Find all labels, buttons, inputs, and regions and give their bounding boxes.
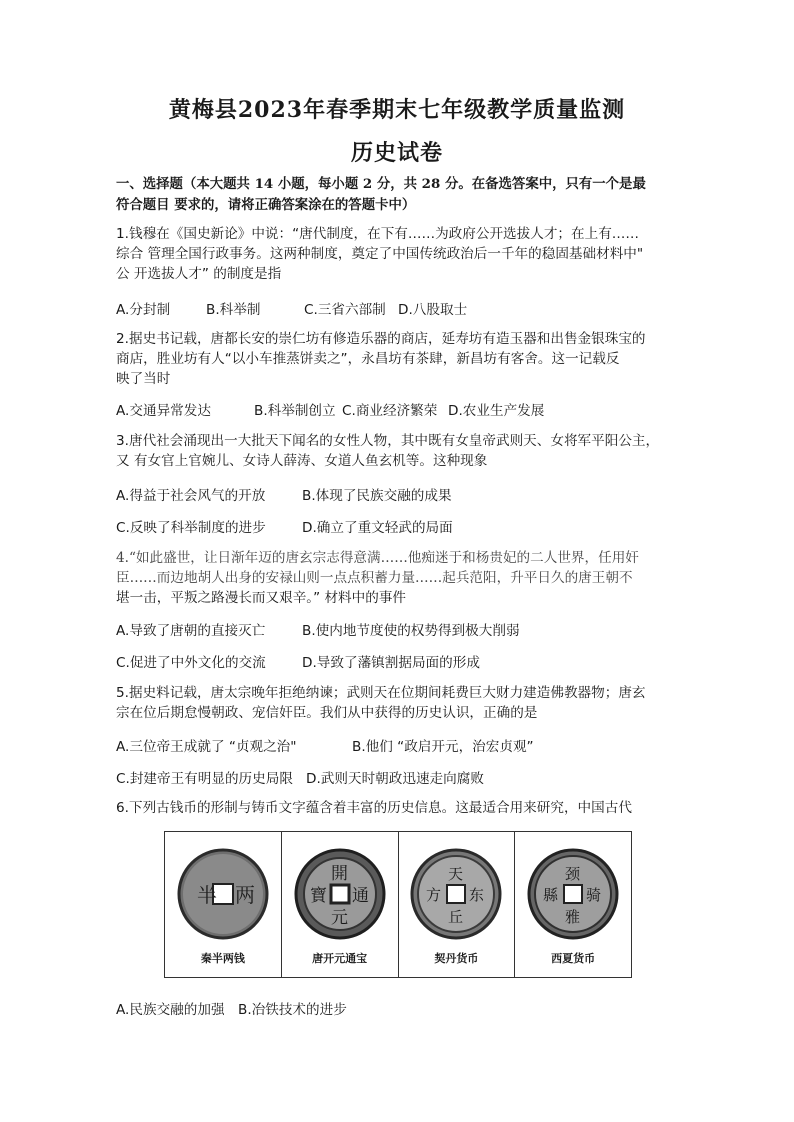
section-instructions <box>116 174 676 216</box>
q2-line-1: 2.据史书记载，唐都长安的崇仁坊有修造乐器的商店，延寿坊有造玉器和出售金银珠宝的 <box>116 331 646 347</box>
coin-char: 天 <box>448 865 464 883</box>
qin-coin-image <box>175 846 271 942</box>
section-line-1: 一、选择题（本大题共 14 小题，每小题 2 分，共 28 分。在备选答案中，只有一个是最 <box>116 176 646 192</box>
coin-label: 契丹货币 <box>434 952 479 965</box>
coin-char: 開 <box>330 864 348 884</box>
xixia-coin-image <box>525 846 621 942</box>
coin-cell <box>165 832 282 977</box>
q2-line-3: 映了当时 <box>116 371 171 387</box>
coin-char: 半 <box>196 883 217 907</box>
coin-char: 縣 <box>543 886 559 904</box>
coin-label: 秦半两钱 <box>200 952 245 965</box>
q1-line-3: 公 开选拔人才” 的制度是指 <box>116 266 282 282</box>
coin-char: 寶 <box>309 886 327 906</box>
q4-line-2: 臣……而边地胡人出身的安禄山则一点点积蓄力量……起兵范阳，升平日久的唐王朝不 <box>116 570 633 586</box>
q5-option-a[interactable]: A.三位帝王成就了 “贞观之治" <box>116 739 297 755</box>
q2-option-b[interactable]: B.科举制创立 <box>254 403 336 419</box>
coin-image-table <box>164 831 632 978</box>
exam-title: 黄梅县2023年春季期末七年级教学质量监测 <box>168 97 626 123</box>
kaiyuan-coin-image <box>292 846 388 942</box>
coin-char: 骑 <box>586 886 602 904</box>
q4-option-a[interactable]: A.导致了唐朝的直接灭亡 <box>116 623 266 639</box>
q5-option-c[interactable]: C.封建帝王有明显的历史局限 <box>116 771 293 787</box>
coin-cell <box>515 832 631 977</box>
coin-label: 西夏货币 <box>551 952 596 965</box>
coin-char: 方 <box>426 886 442 904</box>
khitan-coin-image <box>408 846 504 942</box>
coin-char: 元 <box>330 908 348 928</box>
q4-line-3: 堪一击，平叛之路漫长而又艰辛。” 材料中的事件 <box>116 590 407 606</box>
exam-subtitle: 历史试卷 <box>350 140 443 166</box>
q5-line-1: 5.据史料记载，唐太宗晚年拒绝纳谏；武则天在位期间耗费巨大财力建造佛教器物；唐玄 <box>116 685 646 701</box>
q3-option-c[interactable]: C.反映了科举制度的进步 <box>116 520 266 536</box>
q5-line-2: 宗在位后期怠慢朝政、宠信奸臣。我们从中获得的历史认识，正确的是 <box>116 705 538 721</box>
q1-line-2: 综合 管理全国行政事务。这两种制度，奠定了中国传统政治后一千年的稳固基础材料中" <box>116 246 644 262</box>
q4-line-1: 4.“如此盛世，让日渐年迈的唐玄宗志得意满……他痴迷于和杨贵妃的二人世界，任用奸 <box>116 550 639 566</box>
q4-option-b[interactable]: B.使内地节度使的权势得到极大削弱 <box>302 623 520 639</box>
coin-char: 雅 <box>565 908 581 926</box>
q4-option-c[interactable]: C.促进了中外文化的交流 <box>116 655 266 671</box>
q1-line-1: 1.钱穆在《国史新论》中说：“唐代制度，在下有……为政府公开选拔人才；在上有…… <box>116 226 639 242</box>
coin-cell <box>282 832 399 977</box>
q1-option-a[interactable]: A.分封制 <box>116 302 171 318</box>
coin-cell <box>399 832 516 977</box>
coin-char: 东 <box>469 886 485 904</box>
q5-option-b[interactable]: B.他们 “政启开元，治宏贞观” <box>352 739 534 755</box>
q6-option-a[interactable]: A.民族交融的加强 <box>116 1002 225 1018</box>
coin-char: 丘 <box>448 908 464 926</box>
q3-option-b[interactable]: B.体现了民族交融的成果 <box>302 488 452 504</box>
q5-option-d[interactable]: D.武则天时朝政迅速走向腐败 <box>306 771 484 787</box>
q1-option-d[interactable]: D.八股取士 <box>398 302 468 318</box>
q2-line-2: 商店，胜业坊有人“以小车推蒸饼卖之”，永昌坊有茶肆，新昌坊有客舍。这一记载反 <box>116 351 620 367</box>
q2-option-a[interactable]: A.交通异常发达 <box>116 403 211 419</box>
q1-option-c[interactable]: C.三省六部制 <box>304 302 386 318</box>
coin-char: 通 <box>351 886 369 906</box>
coin-char: 两 <box>234 883 255 907</box>
q3-option-d[interactable]: D.确立了重文轻武的局面 <box>302 520 453 536</box>
q2-option-c[interactable]: C.商业经济繁荣 <box>342 403 438 419</box>
coin-char: 颈 <box>565 865 581 883</box>
q4-option-d[interactable]: D.导致了藩镇割据局面的形成 <box>302 655 480 671</box>
q3-line-2: 又 有女官上官婉儿、女诗人薛涛、女道人鱼玄机等。这种现象 <box>116 453 488 469</box>
q3-line-1: 3.唐代社会涌现出一大批天下闻名的女性人物，其中既有女皇帝武则天、女将军平阳公主， <box>116 433 660 449</box>
q1-option-b[interactable]: B.科举制 <box>206 302 261 318</box>
coin-label: 唐开元通宝 <box>312 952 368 965</box>
q2-option-d[interactable]: D.农业生产发展 <box>448 403 545 419</box>
q3-option-a[interactable]: A.得益于社会风气的开放 <box>116 488 266 504</box>
section-line-2: 符合题目 要求的，请将正确答案涂在的答题卡中） <box>116 197 416 213</box>
q6-line-1: 6.下列古钱币的形制与铸币文字蕴含着丰富的历史信息。这最适合用来研究，中国古代 <box>116 800 632 816</box>
q6-option-b[interactable]: B.冶铁技术的进步 <box>238 1002 347 1018</box>
